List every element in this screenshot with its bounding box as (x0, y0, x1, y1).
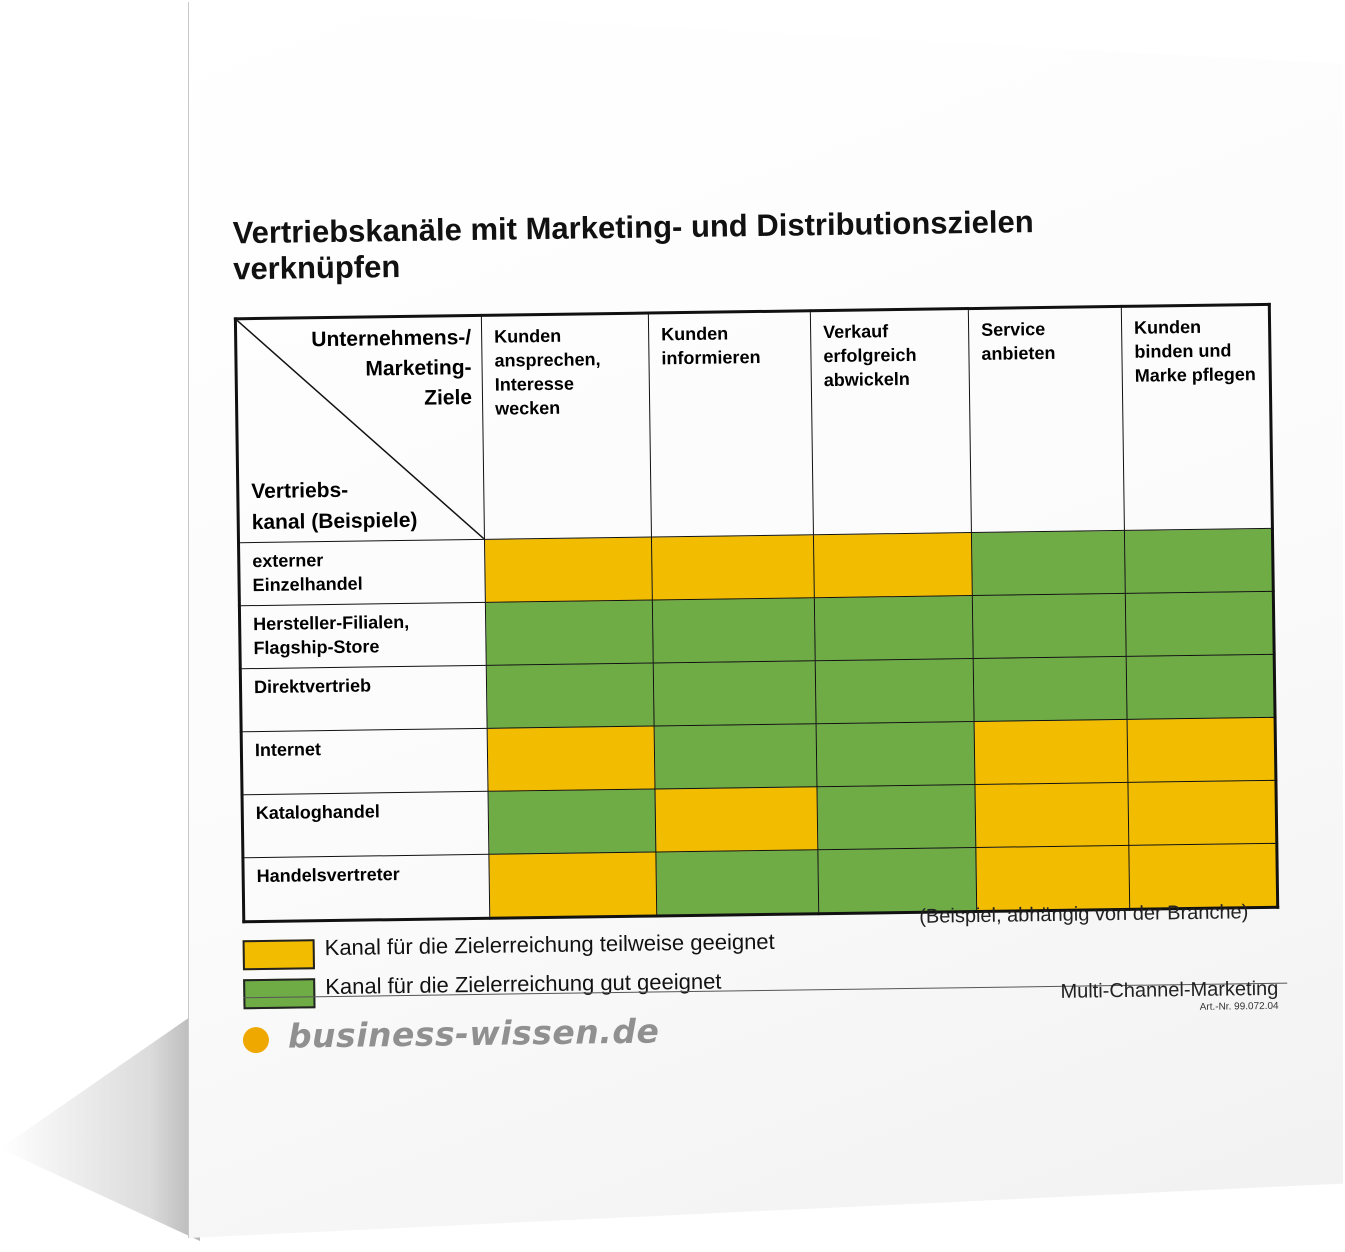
rating-cell (487, 726, 655, 791)
rating-cell (488, 789, 656, 854)
header-row (235, 304, 1272, 542)
row-header: Handelsvertreter (243, 854, 490, 921)
example-note: (Beispiel, abhängig von der Branche) (919, 901, 1249, 928)
column-header: Kunden informieren (648, 311, 813, 537)
column-header: Service anbieten (968, 306, 1124, 532)
rating-cell (484, 537, 652, 602)
corner-cell (235, 315, 484, 542)
page-title: Vertriebskanäle mit Marketing- und Distributionszielen verknüpfen (232, 204, 1034, 287)
rating-cell (655, 787, 818, 852)
rating-cell (817, 785, 976, 850)
row-header: externer Einzelhandel (239, 539, 486, 605)
rating-cell (651, 535, 814, 600)
rating-cell (976, 845, 1130, 911)
rating-cell (656, 850, 819, 916)
legend-label-partial: Kanal für die Zielerreichung teilweise geeignet (324, 928, 775, 961)
channel-goal-matrix (234, 303, 1279, 923)
column-header: Verkauf erfolgreich abwickeln (810, 309, 971, 535)
rating-cell (818, 848, 977, 914)
rating-cell (973, 656, 1127, 721)
product-name: Multi-Channel-Marketing (1060, 977, 1279, 1003)
rating-cell (1126, 654, 1275, 719)
rating-cell (1124, 528, 1273, 593)
rating-cell (1129, 843, 1278, 909)
rating-cell (975, 782, 1129, 847)
brand-logo: business-wissen.de (287, 1011, 660, 1056)
rating-cell (1127, 717, 1276, 782)
row-header: Internet (241, 728, 488, 794)
rating-cell (653, 661, 816, 726)
rating-cell (485, 600, 653, 665)
row-header: Hersteller-Filialen, Flagship-Store (239, 602, 486, 668)
rating-cell (489, 852, 657, 918)
rating-cell (654, 724, 817, 789)
row-header: Kataloghandel (242, 791, 489, 857)
rating-cell (816, 722, 975, 787)
rating-cell (1125, 591, 1274, 656)
rating-cell (815, 659, 974, 724)
row-header: Direktvertrieb (240, 665, 487, 731)
rating-cell (1128, 780, 1277, 845)
rating-cell (652, 598, 815, 663)
corner-channel-label: Vertriebs- kanal (Beispiele) (251, 478, 418, 535)
corner-goals-label: Unternehmens-/ Marketing- Ziele (311, 326, 473, 410)
legend-swatch-good (243, 978, 315, 1009)
column-header: Kunden binden und Marke pflegen (1121, 304, 1272, 530)
logo-dot-icon (243, 1027, 269, 1053)
rating-cell (971, 530, 1125, 595)
column-header: Kunden ansprechen, Interesse wecken (481, 313, 651, 539)
article-number: Art.-Nr. 99.072.04 (1199, 1000, 1279, 1013)
rating-cell (486, 663, 654, 728)
rating-cell (813, 533, 972, 598)
legend-swatch-partial (243, 939, 315, 970)
rating-cell (972, 593, 1126, 658)
rating-cell (974, 719, 1128, 784)
rating-cell (814, 596, 973, 661)
legend-label-good: Kanal für die Zielerreichung gut geeignet (325, 968, 722, 1000)
